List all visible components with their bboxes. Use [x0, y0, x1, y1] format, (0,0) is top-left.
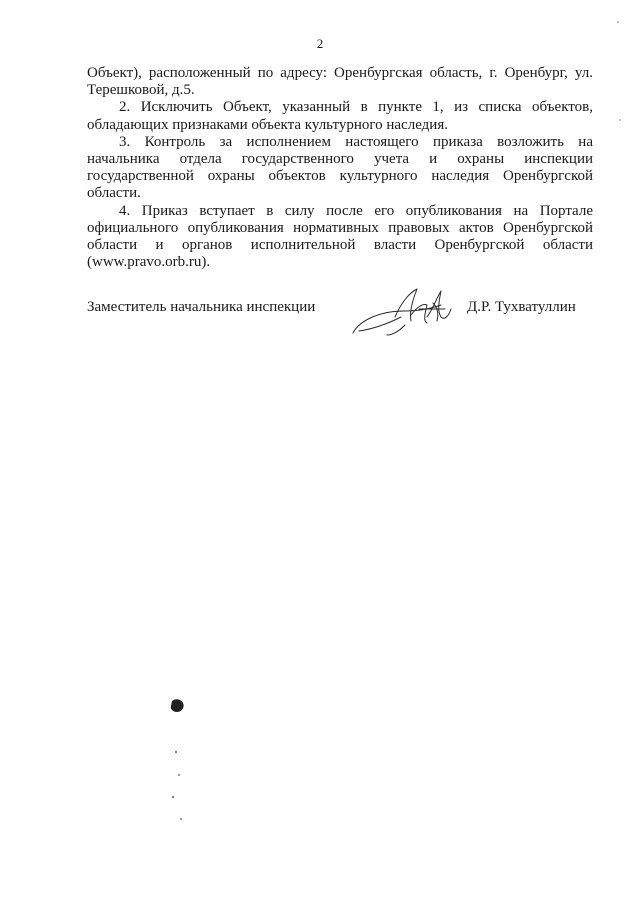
paragraph-clause-3: 3. Контроль за исполнением настоящего приказа возложить на начальника отдела государственного учета и охраны инспекции государственной охраны объектов культурного наследия Оренбургской области.: [87, 133, 593, 202]
scan-dust-speck: [178, 774, 180, 776]
signature-block: [87, 299, 593, 339]
signatory-name: Д.Р. Тухватуллин: [467, 299, 576, 315]
scan-dust-speck: [619, 119, 620, 120]
scan-dust-speck: [617, 21, 618, 22]
paragraph-object-address: Объект), расположенный по адресу: Оренбургская область, г. Оренбург, ул. Терешковой, д.5.: [87, 65, 593, 99]
paragraph-clause-2: 2. Исключить Объект, указанный в пункте 1, из списка объектов, обладающих признаками объекта культурного наследия.: [87, 99, 593, 133]
handwritten-signature: [349, 281, 469, 341]
signatory-position: Заместитель начальника инспекции: [87, 299, 316, 315]
scan-blot-mark: [171, 699, 184, 712]
scan-dust-speck: [175, 751, 177, 753]
scan-dust-speck: [172, 796, 174, 798]
paragraph-clause-4: 4. Приказ вступает в силу после его опубликования на Портале официального опубликования нормативных правовых актов Оренбургской области и органов исполнительной власти Оренбургской области (www.pravo.orb.ru).: [87, 202, 593, 271]
order-body: [87, 65, 593, 271]
page-number: 2: [316, 36, 324, 51]
scan-dust-speck: [180, 818, 182, 820]
